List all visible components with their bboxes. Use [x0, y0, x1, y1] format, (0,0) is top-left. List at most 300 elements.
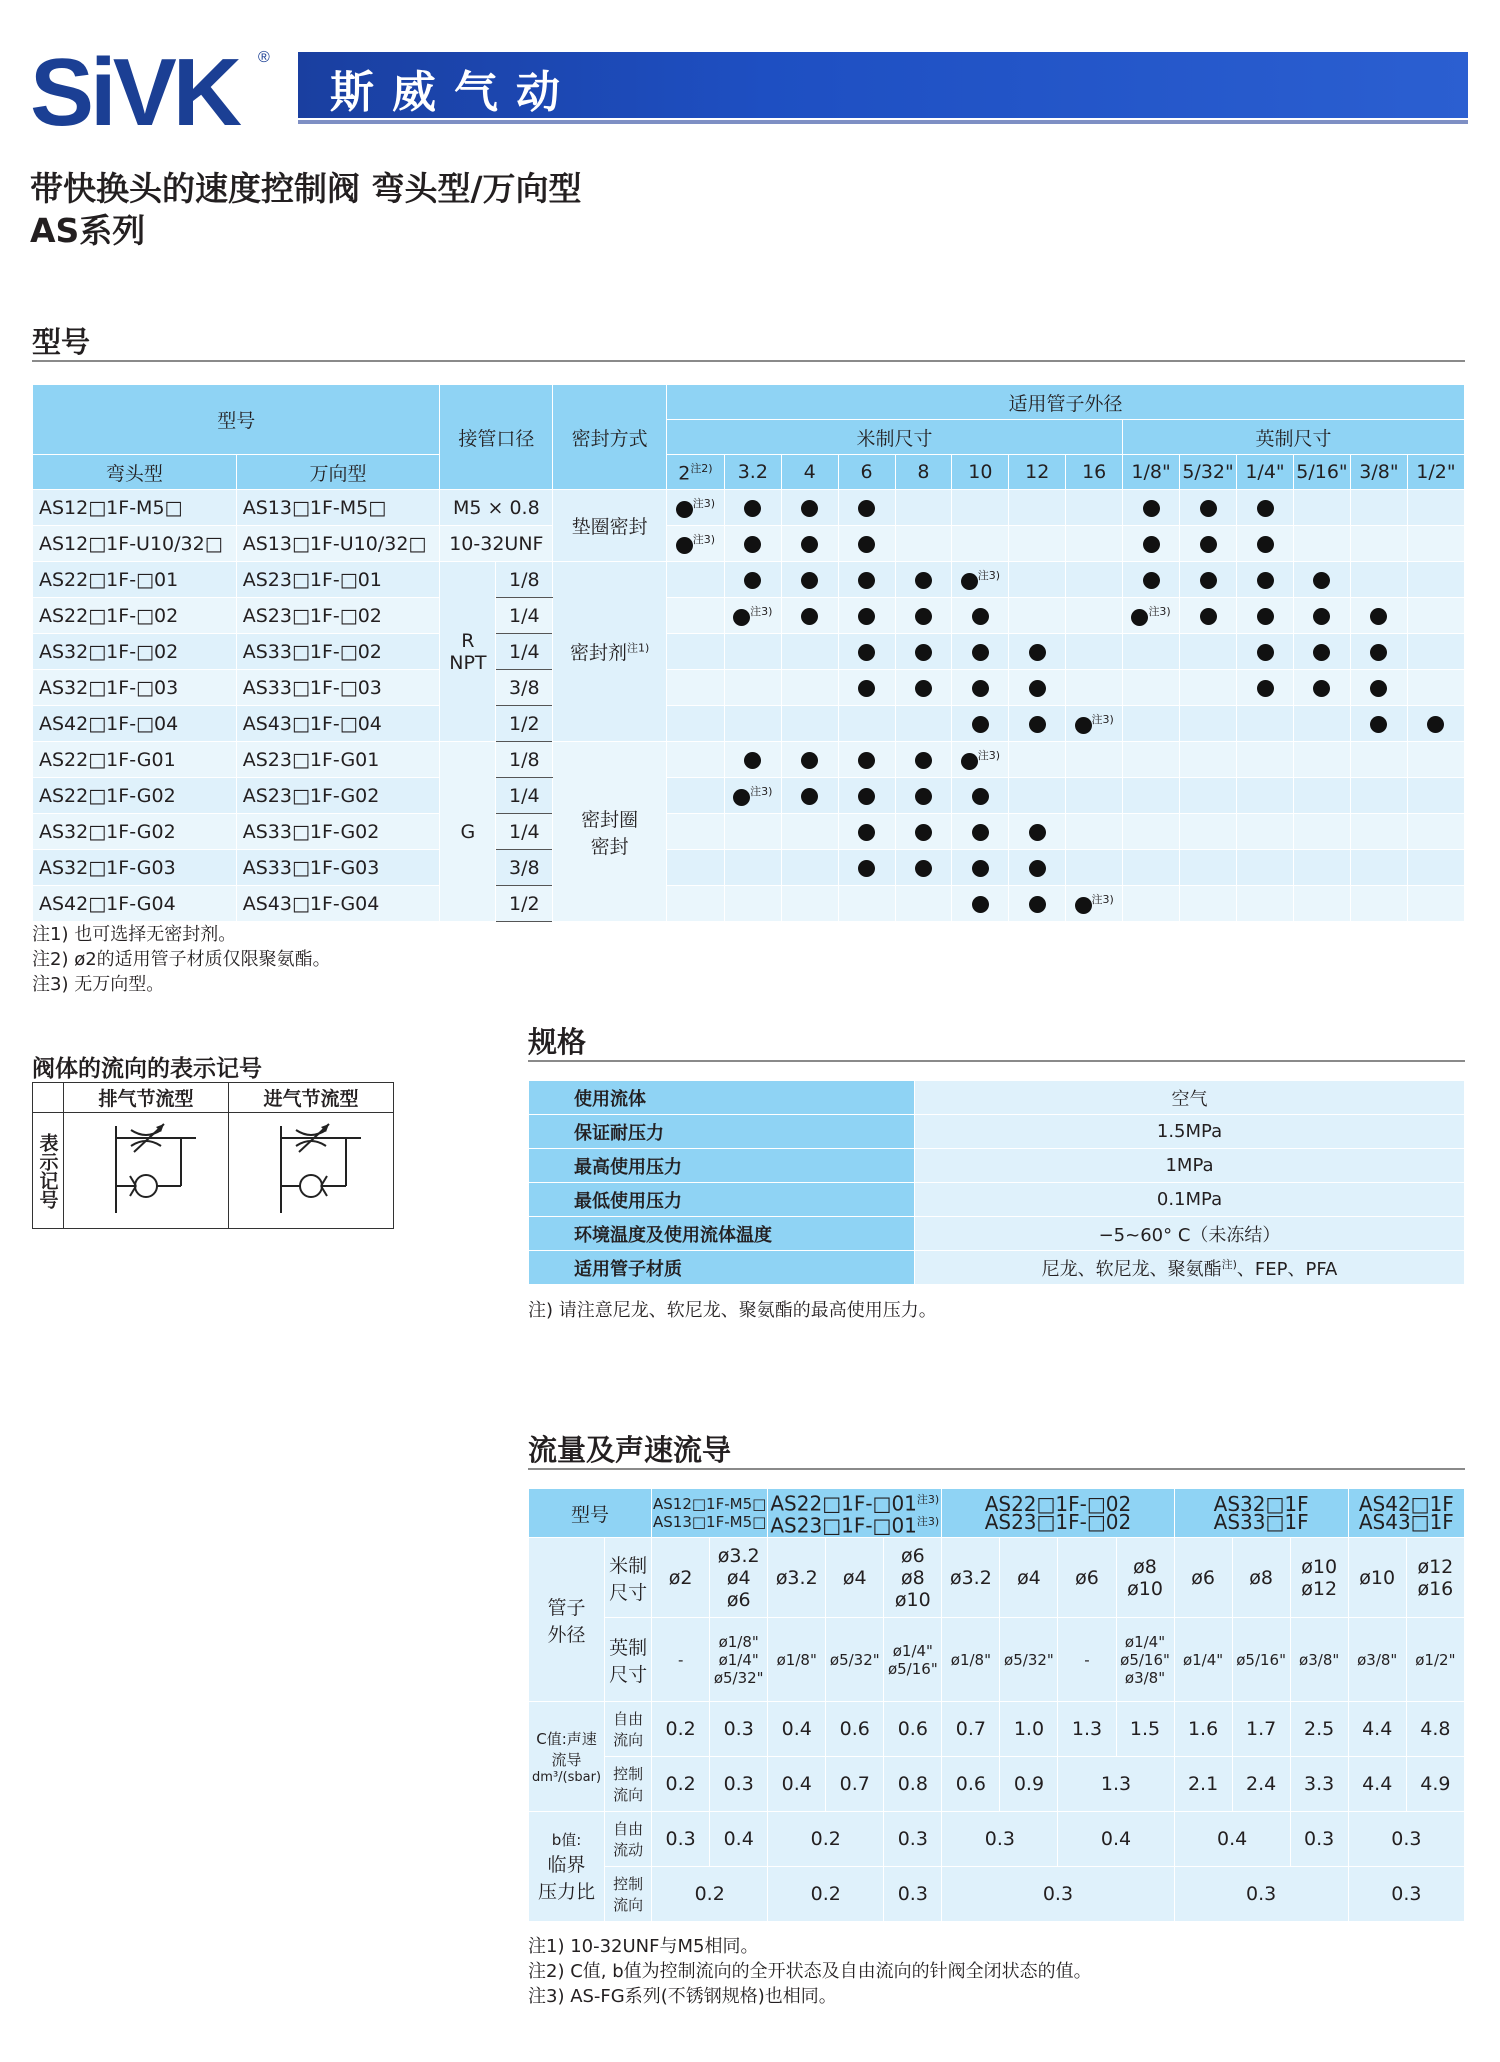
b-ctrl-value: 0.3 — [1348, 1867, 1464, 1922]
compat-cell — [1407, 850, 1464, 886]
compat-dot-icon — [744, 536, 761, 553]
elbow-header: 弯头型 — [33, 455, 237, 490]
compat-dot-icon — [801, 752, 818, 769]
compat-cell: 注3) — [724, 778, 781, 814]
compat-cell: 注3) — [952, 742, 1009, 778]
compat-cell — [838, 886, 895, 922]
metric-size-header: 6 — [838, 455, 895, 490]
compat-dot-icon — [1257, 644, 1274, 661]
model-table — [32, 384, 1465, 922]
compat-cell — [895, 490, 952, 526]
symbol-row-label: 表示记号 — [33, 1113, 64, 1229]
compat-cell: 注3) — [1066, 886, 1123, 922]
compat-dot-icon — [733, 789, 750, 806]
c-free-value: 4.8 — [1406, 1702, 1464, 1757]
port-size: 1/4 — [496, 634, 553, 670]
c-ctrl-value: 4.4 — [1348, 1757, 1406, 1812]
universal-model: AS13□1F-M5□ — [236, 490, 440, 526]
compat-cell — [1350, 670, 1407, 706]
inch-size-header: 3/8" — [1350, 455, 1407, 490]
tube-od-label: 管子 外径 — [529, 1538, 605, 1702]
b-free-value: 0.3 — [1290, 1812, 1348, 1867]
compat-cell — [1066, 742, 1123, 778]
compat-cell — [1009, 562, 1066, 598]
compat-cell — [1237, 670, 1294, 706]
spec-key: 最高使用压力 — [529, 1149, 915, 1183]
model-row — [33, 670, 1465, 706]
compat-cell — [1180, 670, 1237, 706]
compat-dot-icon — [972, 824, 989, 841]
compat-cell — [895, 742, 952, 778]
universal-model: AS33□1F-□02 — [236, 634, 440, 670]
universal-model: AS13□1F-U10/32□ — [236, 526, 440, 562]
banner-company-name: 斯威气动 — [330, 67, 578, 118]
seal-gasket: 垫圈密封 — [553, 490, 667, 562]
compat-dot-icon — [1075, 897, 1092, 914]
flow-group-3: AS22□1F-□02 AS23□1F-□02 — [942, 1489, 1174, 1538]
metric-od-cell: ø8 — [1232, 1538, 1290, 1618]
model-row — [33, 706, 1465, 742]
metric-od-cell: ø4 — [1000, 1538, 1058, 1618]
compat-cell — [1350, 706, 1407, 742]
compat-cell — [1237, 598, 1294, 634]
compat-cell — [1180, 706, 1237, 742]
model-note-3: 注3) 无万向型。 — [32, 974, 165, 995]
b-free-value: 0.3 — [942, 1812, 1058, 1867]
port-size: 1/2 — [496, 706, 553, 742]
compat-dot-icon — [1029, 644, 1046, 661]
c-value-label: C值:声速 流导 dm³/(sbar) — [529, 1702, 605, 1812]
compat-cell — [838, 706, 895, 742]
b-free-value: 0.4 — [1058, 1812, 1174, 1867]
inlet-valve-icon — [251, 1118, 371, 1218]
compat-cell — [724, 742, 781, 778]
port-size: M5 × 0.8 — [440, 490, 553, 526]
compat-cell — [895, 778, 952, 814]
c-free-value: 1.6 — [1174, 1702, 1232, 1757]
compat-cell — [1009, 850, 1066, 886]
compat-dot-icon — [1313, 608, 1330, 625]
inch-od-cell: ø1/2" — [1406, 1618, 1464, 1702]
inch-size-header: 5/16" — [1293, 455, 1350, 490]
universal-model: AS23□1F-G01 — [236, 742, 440, 778]
compat-cell — [1180, 598, 1237, 634]
inch-od-cell: - — [652, 1618, 710, 1702]
c-free-value: 1.3 — [1058, 1702, 1116, 1757]
compat-cell — [952, 778, 1009, 814]
compat-cell — [1407, 670, 1464, 706]
elbow-model: AS22□1F-□01 — [33, 562, 237, 598]
model-row — [33, 526, 1465, 562]
flow-group-5: AS42□1F AS43□1F — [1348, 1489, 1464, 1538]
compat-cell — [1066, 562, 1123, 598]
compat-cell — [666, 598, 724, 634]
port-size: 1/4 — [496, 778, 553, 814]
compat-cell — [1293, 490, 1350, 526]
c-free-value: 0.6 — [826, 1702, 884, 1757]
compat-cell — [1123, 886, 1180, 922]
compat-dot-icon — [972, 896, 989, 913]
b-free-value: 0.3 — [884, 1812, 942, 1867]
compat-cell — [895, 886, 952, 922]
compat-cell — [1123, 850, 1180, 886]
port-size: 10-32UNF — [440, 526, 553, 562]
compat-dot-icon — [1200, 572, 1217, 589]
compat-cell: 注3) — [724, 598, 781, 634]
c-ctrl-value: 0.8 — [884, 1757, 942, 1812]
compat-dot-icon — [915, 644, 932, 661]
b-free-value: 0.4 — [1174, 1812, 1290, 1867]
spec-row — [529, 1251, 1465, 1285]
port-size: 1/8 — [496, 742, 553, 778]
compat-cell — [724, 634, 781, 670]
compat-cell — [781, 778, 838, 814]
port-size: 1/2 — [496, 886, 553, 922]
compat-cell: 注3) — [666, 526, 724, 562]
compat-cell — [724, 814, 781, 850]
exhaust-throttle-symbol — [64, 1113, 229, 1229]
compat-dot-icon — [1131, 609, 1148, 626]
compat-cell — [1350, 886, 1407, 922]
metric-od-cell: ø6 — [1174, 1538, 1232, 1618]
compat-cell — [666, 778, 724, 814]
compat-dot-icon — [1257, 536, 1274, 553]
compat-dot-icon — [1029, 896, 1046, 913]
compat-dot-icon — [972, 860, 989, 877]
c-free-value: 0.6 — [884, 1702, 942, 1757]
sivk-logo — [30, 40, 280, 140]
compat-cell: 注3) — [952, 562, 1009, 598]
compat-dot-icon — [858, 500, 875, 517]
inch-label: 英制 尺寸 — [605, 1618, 652, 1702]
compat-cell — [838, 778, 895, 814]
compat-cell — [666, 814, 724, 850]
logo-text: SiVK — [30, 40, 239, 140]
compat-cell — [1350, 742, 1407, 778]
compat-dot-icon — [676, 501, 693, 518]
compat-cell — [724, 526, 781, 562]
compat-dot-icon — [1427, 716, 1444, 733]
c-ctrl-value: 4.9 — [1406, 1757, 1464, 1812]
flow-note-2: 注2) C值, b值为控制流向的全开状态及自由流向的针阀全闭状态的值。 — [528, 1961, 1092, 1982]
compat-dot-icon — [1029, 860, 1046, 877]
compat-cell — [1407, 706, 1464, 742]
compat-cell — [1066, 634, 1123, 670]
elbow-model: AS22□1F-G02 — [33, 778, 237, 814]
seal-header: 密封方式 — [553, 385, 667, 490]
compat-dot-icon — [1370, 644, 1387, 661]
compat-cell — [1123, 778, 1180, 814]
spec-value: −5~60° C（未冻结） — [915, 1217, 1465, 1251]
flow-symbol-table — [32, 1082, 394, 1229]
compat-dot-icon — [801, 788, 818, 805]
inch-od-cell: ø1/8" ø1/4" ø5/32" — [710, 1618, 768, 1702]
c-free-value: 0.4 — [768, 1702, 826, 1757]
compat-cell — [666, 706, 724, 742]
spec-row — [529, 1081, 1465, 1115]
compat-dot-icon — [972, 716, 989, 733]
b-ctrl-value: 0.2 — [652, 1867, 768, 1922]
compat-cell — [1123, 814, 1180, 850]
compat-dot-icon — [915, 824, 932, 841]
universal-model: AS23□1F-□02 — [236, 598, 440, 634]
model-row — [33, 886, 1465, 922]
compat-dot-icon — [858, 752, 875, 769]
compat-dot-icon — [1313, 572, 1330, 589]
compat-cell — [1237, 490, 1294, 526]
compat-cell — [1009, 526, 1066, 562]
compat-dot-icon — [1370, 680, 1387, 697]
flow-model-header: 型号 — [529, 1489, 652, 1538]
compat-cell — [1350, 490, 1407, 526]
compat-dot-icon — [1200, 500, 1217, 517]
compat-dot-icon — [915, 680, 932, 697]
b-free-value: 0.3 — [652, 1812, 710, 1867]
compat-cell — [1066, 850, 1123, 886]
flow-notes — [528, 1934, 1092, 2009]
compat-cell — [666, 742, 724, 778]
compat-cell — [952, 634, 1009, 670]
port-header: 接管口径 — [440, 385, 553, 490]
metric-od-cell: ø3.2 — [768, 1538, 826, 1618]
tube-od-header: 适用管子外径 — [666, 385, 1464, 420]
compat-cell — [1123, 706, 1180, 742]
metric-od-cell: ø4 — [826, 1538, 884, 1618]
inch-od-cell: ø1/4" ø5/16" ø3/8" — [1116, 1618, 1174, 1702]
compat-dot-icon — [858, 824, 875, 841]
inch-size-header: 1/2" — [1407, 455, 1464, 490]
inch-size-header: 1/8" — [1123, 455, 1180, 490]
inch-od-cell: ø3/8" — [1290, 1618, 1348, 1702]
compat-cell — [1237, 634, 1294, 670]
compat-cell — [1009, 670, 1066, 706]
model-row — [33, 598, 1465, 634]
compat-dot-icon — [801, 572, 818, 589]
compat-cell — [1237, 778, 1294, 814]
elbow-model: AS12□1F-U10/32□ — [33, 526, 237, 562]
flow-group-2: AS22□1F-□01$^{注3)}$ AS23□1F-□01$^{注3)}$ — [768, 1489, 942, 1538]
spec-value: 1MPa — [915, 1149, 1465, 1183]
metric-size-header: 12 — [1009, 455, 1066, 490]
compat-dot-icon — [915, 572, 932, 589]
compat-dot-icon — [733, 609, 750, 626]
c-ctrl-value: 0.2 — [652, 1757, 710, 1812]
compat-cell — [781, 670, 838, 706]
compat-cell — [1237, 526, 1294, 562]
compat-dot-icon — [801, 500, 818, 517]
ctrl-flow-label: 控制 流向 — [605, 1757, 652, 1812]
flow-note-1: 注1) 10-32UNF与M5相同。 — [528, 1936, 759, 1957]
compat-dot-icon — [915, 608, 932, 625]
compat-cell — [781, 742, 838, 778]
compat-cell — [838, 742, 895, 778]
seal-sealant: 密封剂$^{注1)}$ — [553, 562, 667, 742]
inch-od-cell: ø5/32" — [1000, 1618, 1058, 1702]
compat-cell — [1407, 634, 1464, 670]
metric-od-cell: ø6 — [1058, 1538, 1116, 1618]
compat-cell — [895, 814, 952, 850]
metric-od-cell: ø12 ø16 — [1406, 1538, 1464, 1618]
metric-size-header: 3.2 — [724, 455, 781, 490]
compat-cell — [1293, 670, 1350, 706]
compat-dot-icon — [858, 572, 875, 589]
compat-cell — [1407, 778, 1464, 814]
spec-row — [529, 1217, 1465, 1251]
compat-cell — [1180, 562, 1237, 598]
seal-oring: 密封圈 密封 — [553, 742, 667, 922]
compat-cell: 注3) — [1123, 598, 1180, 634]
c-free-value: 1.0 — [1000, 1702, 1058, 1757]
registered-mark: ® — [258, 49, 270, 66]
compat-dot-icon — [744, 500, 761, 517]
universal-model: AS33□1F-G02 — [236, 814, 440, 850]
compat-cell — [1009, 598, 1066, 634]
compat-dot-icon — [915, 860, 932, 877]
universal-model: AS43□1F-□04 — [236, 706, 440, 742]
compat-cell — [1066, 814, 1123, 850]
c-free-value: 4.4 — [1348, 1702, 1406, 1757]
compat-cell — [1009, 742, 1066, 778]
compat-cell — [1407, 598, 1464, 634]
flow-note-3: 注3) AS-FG系列(不锈钢规格)也相同。 — [528, 1986, 837, 2007]
port-size: 1/4 — [496, 814, 553, 850]
model-row — [33, 850, 1465, 886]
compat-dot-icon — [1200, 536, 1217, 553]
compat-cell — [781, 886, 838, 922]
spec-row — [529, 1115, 1465, 1149]
c-free-value: 2.5 — [1290, 1702, 1348, 1757]
compat-cell — [1407, 490, 1464, 526]
compat-cell — [1237, 742, 1294, 778]
compat-cell — [781, 490, 838, 526]
b-ctrl-flow-label: 控制 流向 — [605, 1867, 652, 1922]
compat-cell — [1123, 562, 1180, 598]
compat-cell — [1009, 490, 1066, 526]
spec-note: 注) 请注意尼龙、软尼龙、聚氨酯的最高使用压力。 — [528, 1300, 937, 1321]
port-size: 3/8 — [496, 850, 553, 886]
compat-dot-icon — [676, 537, 693, 554]
metric-label: 米制 尺寸 — [605, 1538, 652, 1618]
spec-value: 空气 — [915, 1081, 1465, 1115]
elbow-model: AS22□1F-G01 — [33, 742, 237, 778]
compat-dot-icon — [744, 752, 761, 769]
universal-model: AS43□1F-G04 — [236, 886, 440, 922]
compat-cell — [1066, 778, 1123, 814]
metric-size-header: 16 — [1066, 455, 1123, 490]
spec-row — [529, 1149, 1465, 1183]
compat-cell — [1123, 490, 1180, 526]
compat-cell — [838, 598, 895, 634]
compat-dot-icon — [744, 572, 761, 589]
compat-cell — [781, 562, 838, 598]
compat-cell — [1066, 598, 1123, 634]
compat-cell — [1407, 814, 1464, 850]
c-free-value: 1.7 — [1232, 1702, 1290, 1757]
c-ctrl-value: 0.6 — [942, 1757, 1000, 1812]
metric-od-cell: ø10 ø12 — [1290, 1538, 1348, 1618]
metric-od-cell: ø10 — [1348, 1538, 1406, 1618]
compat-dot-icon — [972, 788, 989, 805]
compat-dot-icon — [961, 753, 978, 770]
compat-dot-icon — [858, 536, 875, 553]
compat-cell — [1293, 526, 1350, 562]
compat-dot-icon — [1313, 644, 1330, 661]
c-free-value: 0.2 — [652, 1702, 710, 1757]
compat-cell — [1293, 634, 1350, 670]
c-ctrl-value: 2.4 — [1232, 1757, 1290, 1812]
compat-cell — [838, 670, 895, 706]
compat-dot-icon — [1029, 824, 1046, 841]
compat-dot-icon — [801, 608, 818, 625]
thread-type-rnpt: R NPT — [440, 562, 496, 742]
compat-cell — [952, 670, 1009, 706]
compat-cell — [952, 598, 1009, 634]
inch-od-cell: ø3/8" — [1348, 1618, 1406, 1702]
compat-cell — [895, 634, 952, 670]
compat-cell — [1180, 526, 1237, 562]
model-row — [33, 490, 1465, 526]
elbow-model: AS32□1F-G03 — [33, 850, 237, 886]
b-free-value: 0.2 — [768, 1812, 884, 1867]
compat-cell — [1009, 706, 1066, 742]
model-notes — [32, 922, 331, 997]
compat-dot-icon — [1257, 608, 1274, 625]
b-free-value: 0.4 — [710, 1812, 768, 1867]
compat-dot-icon — [915, 752, 932, 769]
compat-cell — [1009, 814, 1066, 850]
compat-cell — [838, 814, 895, 850]
c-free-value: 0.3 — [710, 1702, 768, 1757]
compat-cell — [1350, 634, 1407, 670]
compat-cell — [1350, 850, 1407, 886]
compat-cell — [781, 634, 838, 670]
compat-dot-icon — [972, 644, 989, 661]
spec-key: 最低使用压力 — [529, 1183, 915, 1217]
page-title-line1: 带快换头的速度控制阀 弯头型/万向型 — [30, 169, 582, 208]
compat-dot-icon — [858, 644, 875, 661]
compat-cell — [724, 670, 781, 706]
c-ctrl-value: 1.3 — [1058, 1757, 1174, 1812]
compat-dot-icon — [1257, 500, 1274, 517]
compat-dot-icon — [1370, 608, 1387, 625]
b-ctrl-value: 0.3 — [942, 1867, 1174, 1922]
compat-cell — [781, 598, 838, 634]
compat-dot-icon — [972, 680, 989, 697]
compat-cell — [1293, 706, 1350, 742]
compat-cell — [952, 850, 1009, 886]
compat-cell — [781, 706, 838, 742]
spec-key: 使用流体 — [529, 1081, 915, 1115]
compat-cell: 注3) — [1066, 706, 1123, 742]
compat-cell — [724, 886, 781, 922]
compat-cell — [1066, 490, 1123, 526]
compat-cell — [724, 490, 781, 526]
compat-dot-icon — [1200, 608, 1217, 625]
spec-value: 1.5MPa — [915, 1115, 1465, 1149]
compat-cell — [1009, 634, 1066, 670]
compat-dot-icon — [858, 608, 875, 625]
metric-od-cell: ø8 ø10 — [1116, 1538, 1174, 1618]
elbow-model: AS32□1F-G02 — [33, 814, 237, 850]
spec-section-title: 规格 — [528, 1025, 587, 1059]
flow-symbol-title: 阀体的流向的表示记号 — [32, 1056, 262, 1082]
compat-cell — [838, 634, 895, 670]
b-value-label: b值: 临界 压力比 — [529, 1812, 605, 1922]
compat-cell — [666, 562, 724, 598]
compat-cell — [1066, 670, 1123, 706]
compat-cell — [952, 886, 1009, 922]
flow-group-4: AS32□1F AS33□1F — [1174, 1489, 1348, 1538]
